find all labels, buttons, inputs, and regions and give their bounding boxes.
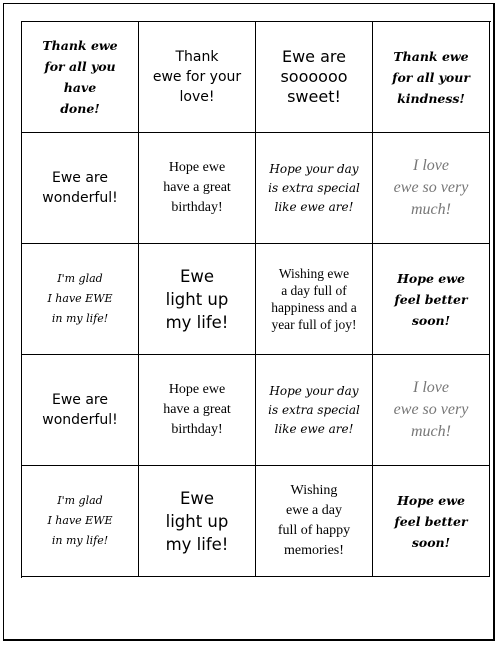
card-cell: [256, 355, 373, 466]
card-cell: [22, 133, 139, 244]
card-cell: [256, 244, 373, 355]
card-message: Ewe are wonderful!: [42, 392, 118, 428]
card-cell: [256, 466, 373, 577]
card-cell: [139, 466, 256, 577]
card-message: I love ewe so very much!: [393, 379, 469, 440]
card-cell: [22, 466, 139, 577]
card-message: Hope ewe have a great birthday!: [163, 160, 231, 215]
printable-page: [3, 3, 495, 641]
card-cell: [139, 22, 256, 133]
card-cell: [139, 244, 256, 355]
card-message: Thank ewe for all your kindness!: [392, 48, 470, 106]
card-cell: [22, 22, 139, 133]
card-cell: [139, 355, 256, 466]
card-message: Wishing ewe a day full of happy memories!: [277, 483, 351, 558]
card-message: Hope ewe feel better soon!: [394, 270, 468, 328]
card-cell: [22, 355, 139, 466]
card-cell: [373, 244, 490, 355]
card-cell: [256, 133, 373, 244]
card-message: Hope your day is extra special like ewe are!: [268, 161, 360, 214]
card-message: Hope ewe feel better soon!: [394, 492, 468, 550]
card-cell: [373, 133, 490, 244]
card-message: I'm glad I have EWE in my life!: [47, 494, 113, 547]
card-cell: [373, 355, 490, 466]
card-cell: [22, 244, 139, 355]
card-cell: [373, 466, 490, 577]
card-message: I'm glad I have EWE in my life!: [47, 272, 113, 325]
card-cell: [373, 22, 490, 133]
card-message: Thank ewe for all you have done!: [42, 38, 118, 116]
card-message: Hope ewe have a great birthday!: [163, 382, 231, 437]
card-message: Ewe light up my life!: [165, 488, 229, 554]
card-message: I love ewe so very much!: [393, 157, 469, 218]
card-message: Wishing ewe a day full of happiness and a year full of joy!: [271, 266, 357, 332]
card-message: Ewe are soooooo sweet!: [280, 47, 348, 106]
card-message: Thank ewe for your love!: [152, 49, 242, 105]
card-grid: [21, 21, 491, 578]
card-message: Ewe are wonderful!: [42, 170, 118, 206]
card-cell: [139, 133, 256, 244]
card-message: Ewe light up my life!: [165, 266, 229, 332]
card-cell: [256, 22, 373, 133]
card-message: Hope your day is extra special like ewe are!: [268, 383, 360, 436]
